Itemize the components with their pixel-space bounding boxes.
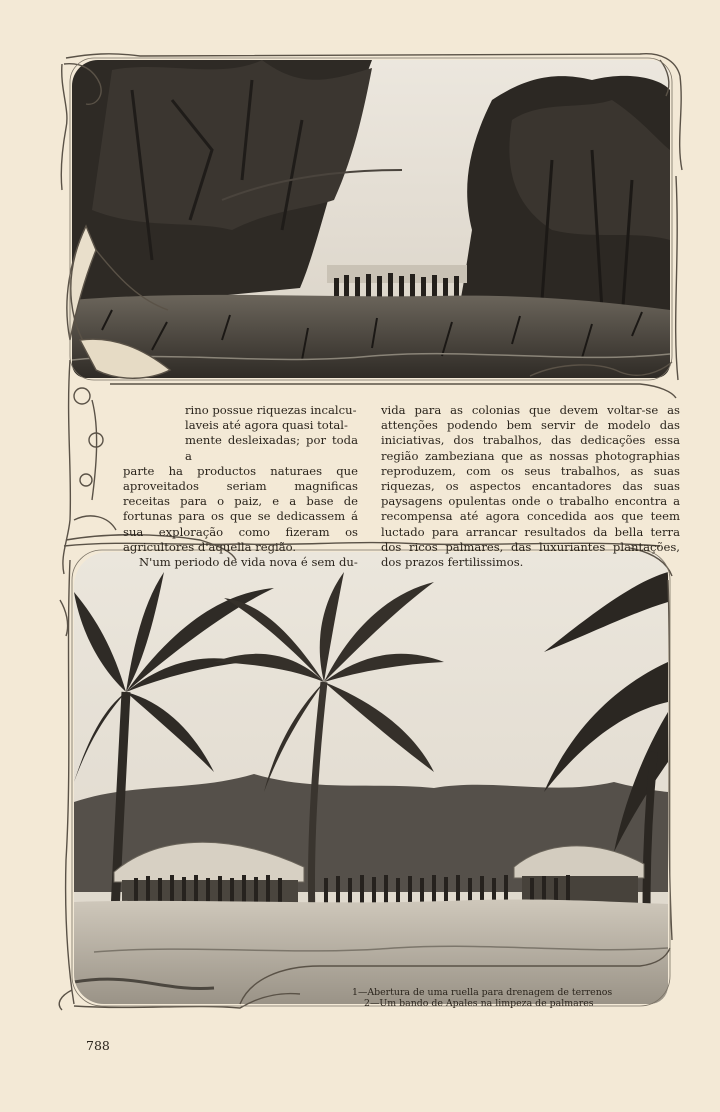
left-line-3: mente desleixadas; por toda a [185, 433, 358, 463]
left-line-1: rino possue riquezas incalcu- [185, 403, 357, 417]
page-number: 788 [86, 1038, 110, 1053]
article-column-left [123, 403, 358, 570]
photo-drainage-clearing [72, 60, 670, 378]
photo-palm-grove-workers [74, 552, 668, 1004]
caption-photo-2: 2—Um bando de Apales na limpeza de palmares [364, 998, 594, 1009]
photo-drainage-clearing-image [72, 60, 670, 378]
right-paragraph: vida para as colonias que devem voltar-se as attenções podendo bem servir de modelo das iniciativas, dos trabalhos, das dedicações essa região zambeziana que as nossas photographias reproduzem, com os seus trabalhos, as suas riquezas, os aspectos encantadores das suas paysagens opulentas onde o trabalho encontra a recompensa até agora concedida aos que teem luctado para arrancar resultados da bella terra dos ricos palmares, das luxuriantes plantações, dos prazos fertilissimos. [381, 403, 680, 570]
left-line-2: laveis até agora quasi total- [185, 418, 348, 433]
left-paragraph-body: parte ha productos naturaes que aproveitados seriam magnificas receitas para o paiz, e a base de fortunas para os que se dedicassem á sua exploração como fizeram os agricultores d'aquella região. [123, 463, 358, 554]
caption-photo-1: 1—Abertura de uma ruella para drenagem de terrenos [352, 987, 613, 998]
article-column-right [381, 403, 680, 570]
left-paragraph-new: N'um periodo de vida nova é sem du- [139, 555, 358, 570]
photo-palm-grove-workers-image [74, 552, 668, 1004]
